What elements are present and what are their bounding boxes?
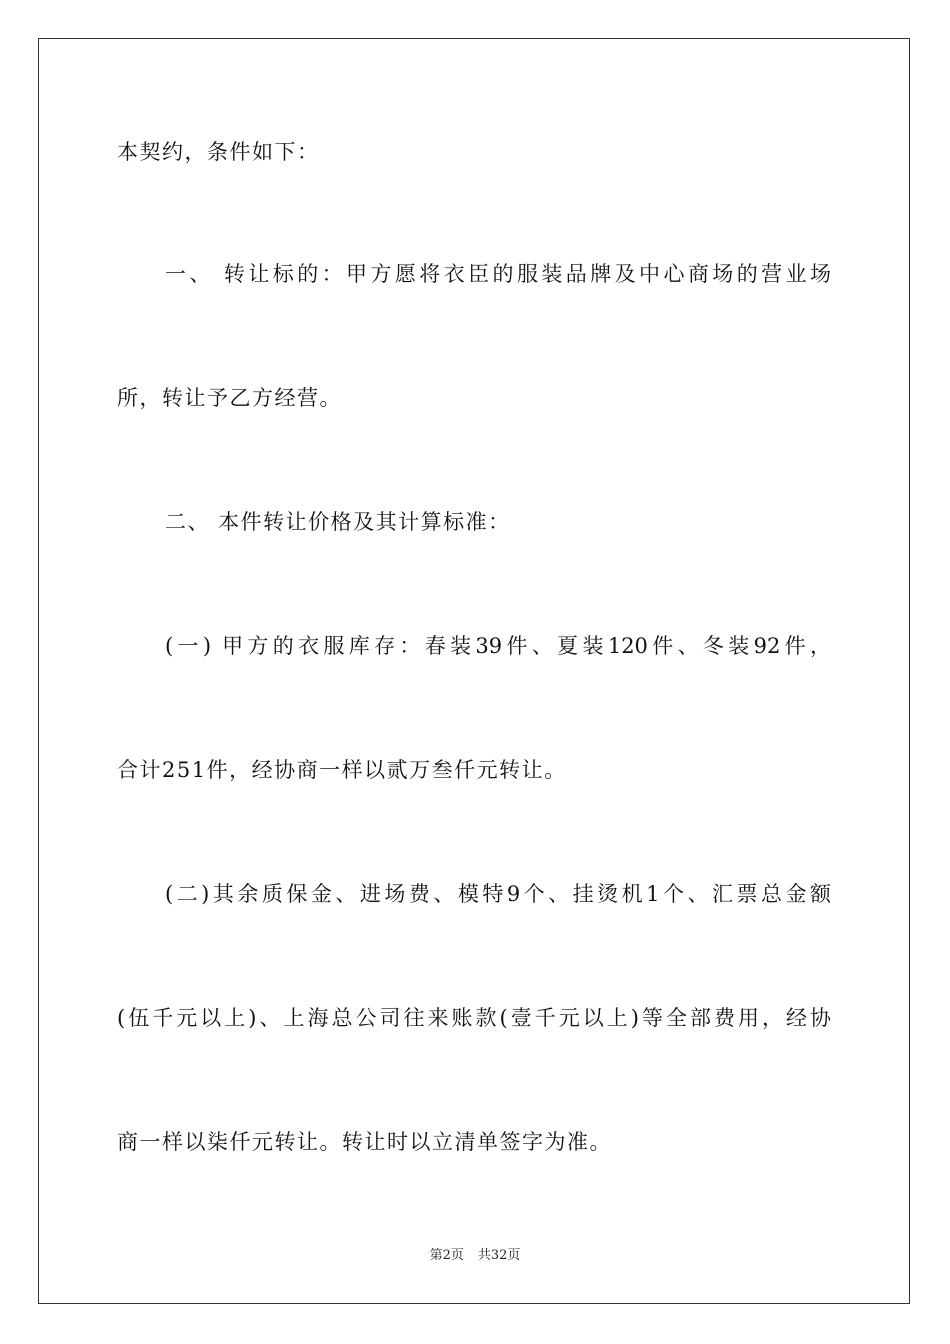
page-footer [0,1248,950,1264]
text-line-6: 合计251件，经协商一样以贰万叁仟元转让。 [117,758,567,782]
text-line-9: 商一样以柒仟元转让。转让时以立清单签字为准。 [117,1130,612,1154]
text-line-4: 二、 本件转让价格及其计算标准： [165,510,511,534]
text-line-5: (一) 甲方的衣服库存：春装39件、夏装120件、冬装92件， [165,634,831,658]
page-border [38,38,910,1304]
text-line-7: (二)其余质保金、进场费、模特9个、挂烫机1个、汇票总金额 [165,882,831,906]
text-line-8: (伍千元以上)、上海总公司往来账款(壹千元以上)等全部费用，经协 [117,1006,831,1030]
text-line-3: 所，转让予乙方经营。 [117,386,342,410]
text-line-2: 一、 转让标的：甲方愿将衣臣的服装品牌及中心商场的营业场 [165,262,831,286]
total-pages: 共32页 [477,1248,521,1263]
page-number: 第2页 [429,1248,464,1263]
text-line-1: 本契约，条件如下： [117,140,320,164]
